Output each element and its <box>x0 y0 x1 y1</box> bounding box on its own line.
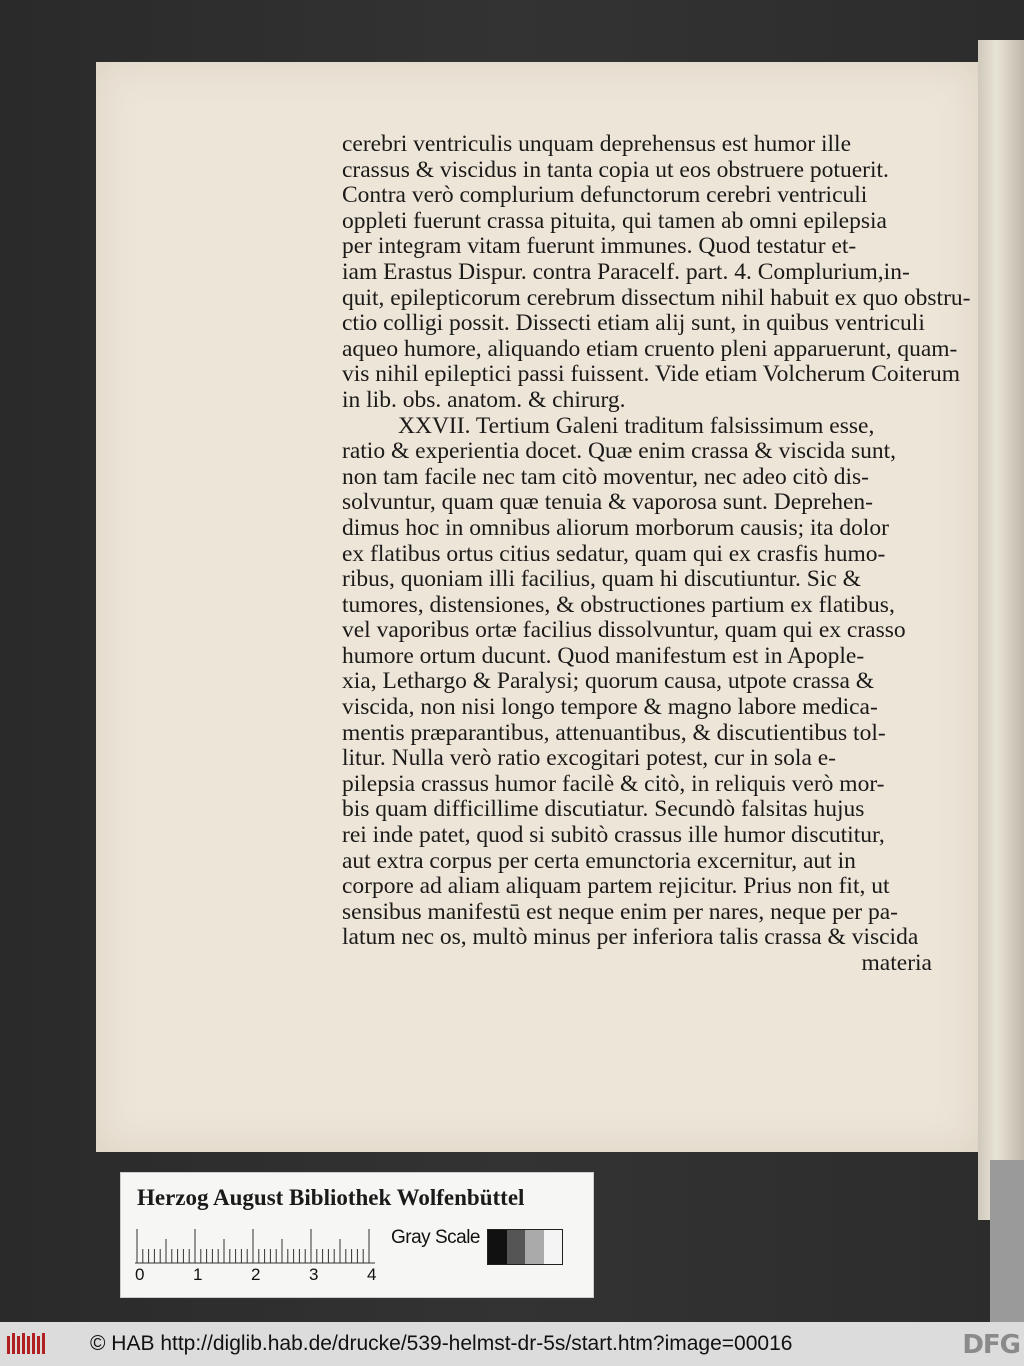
text-line: quit, epilepticorum cerebrum dissectum nihil habuit ex quo obstru- <box>342 284 971 311</box>
footer-bar <box>0 1322 1024 1366</box>
text-line: ctio colligi possit. Dissecti etiam alij sunt, in quibus ventriculi <box>342 310 925 337</box>
ruler-number: 0 <box>135 1265 145 1284</box>
text-line: aut extra corpus per certa emunctoria excernitur, aut in <box>342 847 856 874</box>
gray-scale-swatch <box>487 1229 563 1265</box>
text-line: sensibus manifestū est neque enim per nares, neque per pa- <box>342 898 898 925</box>
catchword: materia <box>861 950 932 976</box>
text-line: ex flatibus ortus citius sedatur, quam qui ex crasfis humo- <box>342 540 886 567</box>
text-line: aqueo humore, aliquando etiam cruento pleni apparuerunt, quam- <box>342 335 958 362</box>
text-line: non tam facile nec tam citò moventur, nec adeo citò dis- <box>342 463 869 490</box>
ruler-number: 4 <box>367 1265 377 1284</box>
text-line: solvuntur, quam quæ tenuia & vaporosa sunt. Deprehen- <box>342 489 873 516</box>
text-line: pilepsia crassus humor facilè & citò, in reliquis verò mor- <box>342 770 885 797</box>
text-line: ratio & experientia docet. Quæ enim crassa & viscida sunt, <box>342 438 897 465</box>
text-line: rei inde patet, quod si subitò crassus ille humor discutitur, <box>342 822 885 849</box>
text-line: tumores, distensiones, & obstructiones partium ex flatibus, <box>342 591 895 618</box>
text-line: Contra verò complurium defunctorum cerebri ventriculi <box>342 182 868 209</box>
text-line: crassus & viscidus in tanta copia ut eos obstruere potuerit. <box>342 156 889 183</box>
text-line: iam Erastus Dispur. contra Paracelf. part. 4. Complurium,in- <box>342 258 910 285</box>
library-label-card <box>120 1172 594 1298</box>
text-line: vel vaporibus ortæ facilius dissolvuntur, quam qui ex crasso <box>342 617 906 644</box>
page-text <box>342 131 971 977</box>
dfg-logo-icon: DFG <box>962 1330 1020 1360</box>
text-line: bis quam difficillime discutiatur. Secundò falsitas hujus <box>342 796 865 823</box>
text-line: per integram vitam fuerunt immunes. Quod testatur et- <box>342 233 857 260</box>
text-line: oppleti fuerunt crassa pituita, qui tamen ab omni epilepsia <box>342 207 887 234</box>
text-line: xia, Lethargo & Paralysi; quorum causa, utpote crassa & <box>342 668 875 695</box>
gray-patch <box>507 1230 526 1264</box>
gray-scale-label: Gray Scale <box>391 1227 480 1248</box>
text-line: dimus hoc in omnibus aliorum morborum causis; ita dolor <box>342 514 889 541</box>
text-line: cerebri ventriculis unquam deprehensus est humor ille <box>342 131 852 157</box>
text-line: mentis præparantibus, attenuantibus, & discutientibus tol- <box>342 719 886 746</box>
gray-patch <box>525 1230 544 1264</box>
binding-edge <box>990 1160 1024 1330</box>
text-line: humore ortum ducunt. Quod manifestum est in Apople- <box>342 642 865 669</box>
ruler-scale <box>135 1223 375 1267</box>
facing-page-edge <box>978 40 1024 1220</box>
gray-patch <box>544 1230 563 1264</box>
text-line: ribus, quoniam illi facilius, quam hi discutiuntur. Sic & <box>342 566 861 593</box>
hab-logo-icon <box>6 1330 50 1358</box>
ruler-number: 2 <box>251 1265 261 1284</box>
gray-patch <box>488 1230 507 1264</box>
text-line: viscida, non nisi longo tempore & magno labore medica- <box>342 694 878 721</box>
library-name: Herzog August Bibliothek Wolfenbüttel <box>137 1185 525 1210</box>
ruler-number: 1 <box>193 1265 203 1284</box>
text-line: in lib. obs. anatom. & chirurg. <box>342 386 626 413</box>
text-line: latum nec os, multò minus per inferiora talis crassa & viscida <box>342 924 919 951</box>
ruler-number: 3 <box>309 1265 319 1284</box>
text-line: corpore ad aliam aliquam partem rejicitur. Prius non fit, ut <box>342 873 890 900</box>
copyright-url[interactable]: © HAB http://diglib.hab.de/drucke/539-helmst-dr-5s/start.htm?image=00016 <box>90 1332 793 1355</box>
text-line: vis nihil epileptici passi fuissent. Vide etiam Volcherum Coiterum <box>342 361 960 388</box>
text-line: XXVII. Tertium Galeni traditum falsissimum esse, <box>398 412 875 439</box>
text-line: litur. Nulla verò ratio excogitari potest, cur in sola e- <box>342 745 837 772</box>
